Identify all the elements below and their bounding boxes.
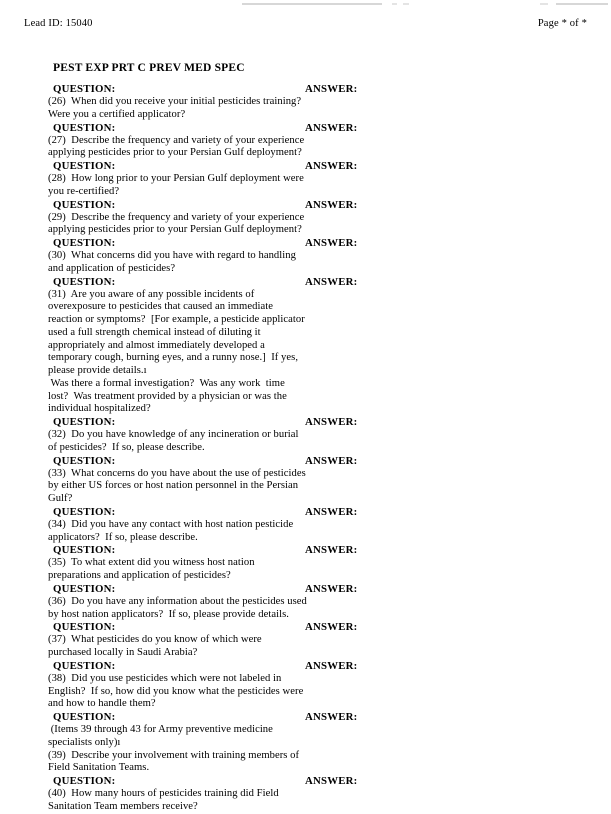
qa-label-row (48, 416, 568, 429)
answer-label: ANSWER: (305, 505, 358, 518)
question-line: individual hospitalized? (48, 403, 151, 415)
question-text (48, 596, 568, 622)
question-text (48, 173, 568, 199)
qa-label-row (48, 276, 568, 289)
scan-artifact (392, 3, 397, 5)
question-label: QUESTION: (53, 416, 116, 428)
question-line: (33) What concerns do you have about the use of pesticides (48, 467, 306, 479)
question-line: (29) Describe the frequency and variety of your experience (48, 211, 305, 223)
question-block (48, 122, 568, 161)
qa-label-row (48, 775, 568, 788)
question-line: Gulf? (48, 493, 73, 504)
question-text (48, 250, 568, 276)
form-title: PEST EXP PRT C PREV MED SPEC (53, 62, 245, 74)
question-text (48, 289, 568, 417)
question-line: by either US forces or host nation personnel in the Persian (48, 480, 299, 492)
lead-id: Lead ID: 15040 (24, 18, 93, 29)
qa-label-row (48, 621, 568, 634)
answer-label: ANSWER: (305, 775, 358, 787)
question-line: applying pesticides prior to your Persian Gulf deployment? (48, 147, 302, 159)
qa-label-row (48, 660, 568, 673)
answer-label: ANSWER: (305, 454, 358, 467)
question-line: and application of pesticides? (48, 262, 176, 274)
question-block (48, 455, 568, 506)
question-line: English? If so, how did you know what the pesticides were (48, 685, 304, 697)
answer-label: ANSWER: (305, 83, 358, 95)
question-text (48, 724, 568, 775)
answer-label: ANSWER: (305, 582, 358, 595)
question-line: specialists only)ı (48, 736, 121, 748)
question-line: (Items 39 through 43 for Army preventive medicine (48, 724, 273, 735)
scan-artifact (403, 3, 409, 5)
question-line: (27) Describe the frequency and variety of your experience (48, 134, 305, 146)
question-line: of pesticides? If so, please describe. (48, 441, 205, 453)
question-block (48, 621, 568, 660)
question-line: (37) What pesticides do you know of which were (48, 634, 262, 646)
question-text (48, 519, 568, 545)
question-text (48, 468, 568, 506)
page-number: Page * of * (537, 18, 587, 29)
question-label: QUESTION: (53, 775, 116, 787)
question-line: overexposure to pesticides that caused an immediate (48, 301, 273, 313)
question-block (48, 775, 568, 814)
question-line: lost? Was treatment provided by a physician or was the (48, 390, 287, 402)
qa-label-row (48, 160, 568, 173)
question-line: appropriately and almost immediately developed a (48, 339, 265, 351)
question-line: applicators? If so, please describe. (48, 531, 198, 543)
answer-label: ANSWER: (305, 659, 358, 672)
question-line: reaction or symptoms? [For example, a pesticide applicator (48, 314, 305, 325)
question-label: QUESTION: (53, 160, 116, 172)
answer-label: ANSWER: (305, 160, 358, 172)
answer-label: ANSWER: (305, 237, 358, 249)
question-block (48, 199, 568, 238)
question-text (48, 634, 568, 660)
qa-label-row (48, 506, 568, 519)
answer-label: ANSWER: (305, 416, 358, 428)
question-line: Was there a formal investigation? Was any work time (48, 377, 285, 389)
question-line: applying pesticides prior to your Persian Gulf deployment? (48, 224, 302, 236)
qa-label-row (48, 199, 568, 212)
question-block (48, 660, 568, 711)
qa-label-row (48, 544, 568, 557)
question-text (48, 135, 568, 161)
question-line: (28) How long prior to your Persian Gulf deployment were (48, 173, 304, 184)
question-line: please provide details.ı (48, 365, 147, 376)
question-line: used a full strength chemical instead of diluting it (48, 326, 261, 338)
question-label: QUESTION: (53, 621, 116, 634)
question-line: Were you a certified applicator? (48, 108, 186, 120)
question-line: (34) Did you have any contact with host nation pesticide (48, 518, 294, 530)
question-line: (40) How many hours of pesticides training did Field (48, 788, 279, 799)
question-block (48, 544, 568, 583)
question-label: QUESTION: (53, 711, 116, 723)
answer-label: ANSWER: (305, 621, 358, 634)
question-block (48, 583, 568, 622)
question-text (48, 429, 568, 455)
question-label: QUESTION: (53, 83, 116, 95)
question-label: QUESTION: (53, 121, 116, 134)
question-label: QUESTION: (53, 198, 116, 211)
question-line: (26) When did you receive your initial pesticides training? (48, 96, 302, 107)
question-label: QUESTION: (53, 275, 116, 288)
question-label: QUESTION: (53, 237, 116, 249)
question-block (48, 83, 568, 122)
question-line: (36) Do you have any information about the pesticides used (48, 595, 307, 607)
question-line: (39) Describe your involvement with training members of (48, 749, 300, 761)
question-label: QUESTION: (53, 659, 116, 672)
question-list (48, 83, 568, 814)
question-line: purchased locally in Saudi Arabia? (48, 647, 198, 658)
question-line: temporary cough, burning eyes, and a runny nose.] If yes, (48, 352, 299, 364)
question-block (48, 276, 568, 417)
question-text (48, 788, 568, 814)
question-line: you re-certified? (48, 185, 120, 197)
question-text (48, 673, 568, 711)
question-line: Sanitation Team members receive? (48, 800, 198, 812)
question-line: (31) Are you aware of any possible incidents of (48, 288, 255, 300)
answer-label: ANSWER: (305, 275, 358, 288)
scan-artifact (556, 3, 608, 5)
question-label: QUESTION: (53, 544, 116, 557)
document-header (0, 18, 611, 34)
scan-artifact (540, 3, 548, 5)
question-line: (38) Did you use pesticides which were not labeled in (48, 672, 282, 684)
answer-label: ANSWER: (305, 121, 358, 134)
answer-label: ANSWER: (305, 544, 358, 557)
question-label: QUESTION: (53, 505, 116, 518)
question-line: (30) What concerns did you have with regard to handling (48, 250, 296, 261)
question-text (48, 212, 568, 238)
scan-artifact (242, 3, 382, 5)
question-block (48, 506, 568, 545)
qa-label-row (48, 711, 568, 724)
question-block (48, 711, 568, 775)
document-body (48, 62, 568, 814)
question-text (48, 96, 568, 122)
question-block (48, 160, 568, 199)
question-line: preparations and application of pesticides? (48, 570, 231, 581)
question-text (48, 557, 568, 583)
question-line: and how to handle them? (48, 698, 156, 710)
question-block (48, 416, 568, 455)
qa-label-row (48, 83, 568, 96)
question-line: (35) To what extent did you witness host nation (48, 557, 255, 569)
qa-label-row (48, 455, 568, 468)
qa-label-row (48, 122, 568, 135)
question-block (48, 237, 568, 276)
answer-label: ANSWER: (305, 198, 358, 211)
question-label: QUESTION: (53, 582, 116, 595)
qa-label-row (48, 237, 568, 250)
qa-label-row (48, 583, 568, 596)
answer-label: ANSWER: (305, 711, 358, 723)
question-line: Field Sanitation Teams. (48, 762, 150, 774)
question-label: QUESTION: (53, 454, 116, 467)
question-line: (32) Do you have knowledge of any incineration or burial (48, 429, 299, 440)
question-line: by host nation applicators? If so, please provide details. (48, 608, 289, 620)
